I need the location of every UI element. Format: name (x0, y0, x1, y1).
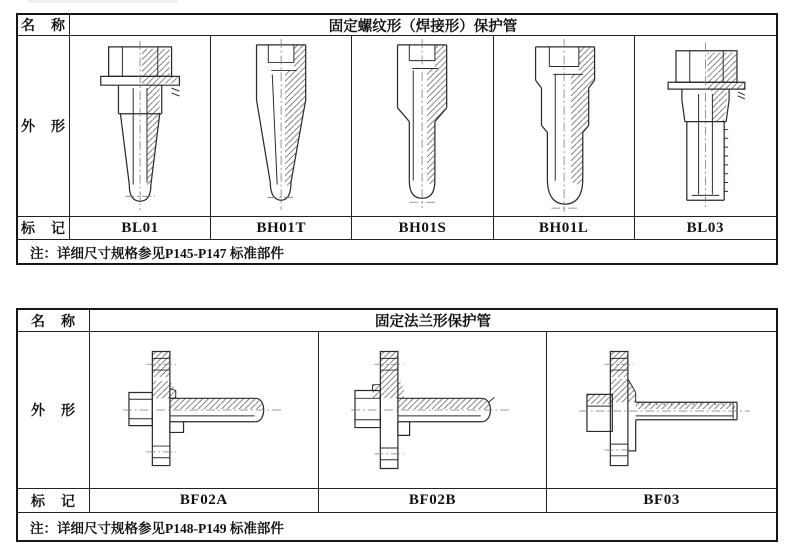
cropped-page-header-artifact (28, 0, 178, 3)
thermowell-hex-head-tapered-icon (70, 37, 210, 215)
threaded-protective-tube-table (16, 13, 778, 265)
mark-bf03: BF03 (547, 489, 776, 513)
shape-label: 外 形 (18, 36, 70, 217)
table1-title: 固定螺纹形（焊接形）保护管 (70, 15, 776, 36)
mark-bl01: BL01 (70, 217, 211, 240)
mark-bl03: BL03 (635, 217, 776, 240)
mark-bh01l: BH01L (494, 217, 635, 240)
drawing-bh01t (211, 36, 352, 217)
drawing-bf02b (319, 332, 548, 489)
thermowell-straight-stem-icon (352, 37, 492, 215)
shape-label-2: 外 形 (18, 332, 90, 489)
flanged-thermowell-round-tip-icon (91, 334, 317, 487)
mark-bh01t: BH01T (211, 217, 352, 240)
mark-label-2: 标 记 (18, 489, 90, 513)
mark-bf02a: BF02A (90, 489, 319, 513)
flanged-protective-tube-table (16, 308, 778, 542)
mark-bh01s: BH01S (352, 217, 493, 240)
name-label: 名 称 (18, 15, 70, 36)
drawing-bh01s (352, 36, 493, 217)
thermowell-stepped-heavy-icon (494, 37, 634, 215)
mark-bf02b: BF02B (319, 489, 548, 513)
flanged-thermowell-round-tip-collar-icon (319, 334, 545, 487)
drawing-bh01l (494, 36, 635, 217)
drawing-bf02a (90, 332, 319, 489)
table2-title: 固定法兰形保护管 (90, 310, 776, 332)
thermowell-hex-head-straight-icon (635, 37, 776, 215)
table1-note: 注：详细尺寸规格参见P145-P147 标准部件 (18, 240, 776, 263)
mark-label: 标 记 (18, 217, 70, 240)
thermowell-plain-tapered-icon (211, 37, 351, 215)
name-label-2: 名 称 (18, 310, 90, 332)
table2-note: 注：详细尺寸规格参见P148-P149 标准部件 (18, 513, 776, 540)
drawing-bf03 (547, 332, 776, 489)
drawing-bl01 (70, 36, 211, 217)
drawing-bl03 (635, 36, 776, 217)
flanged-thermowell-flat-tip-threaded-icon (549, 334, 775, 487)
